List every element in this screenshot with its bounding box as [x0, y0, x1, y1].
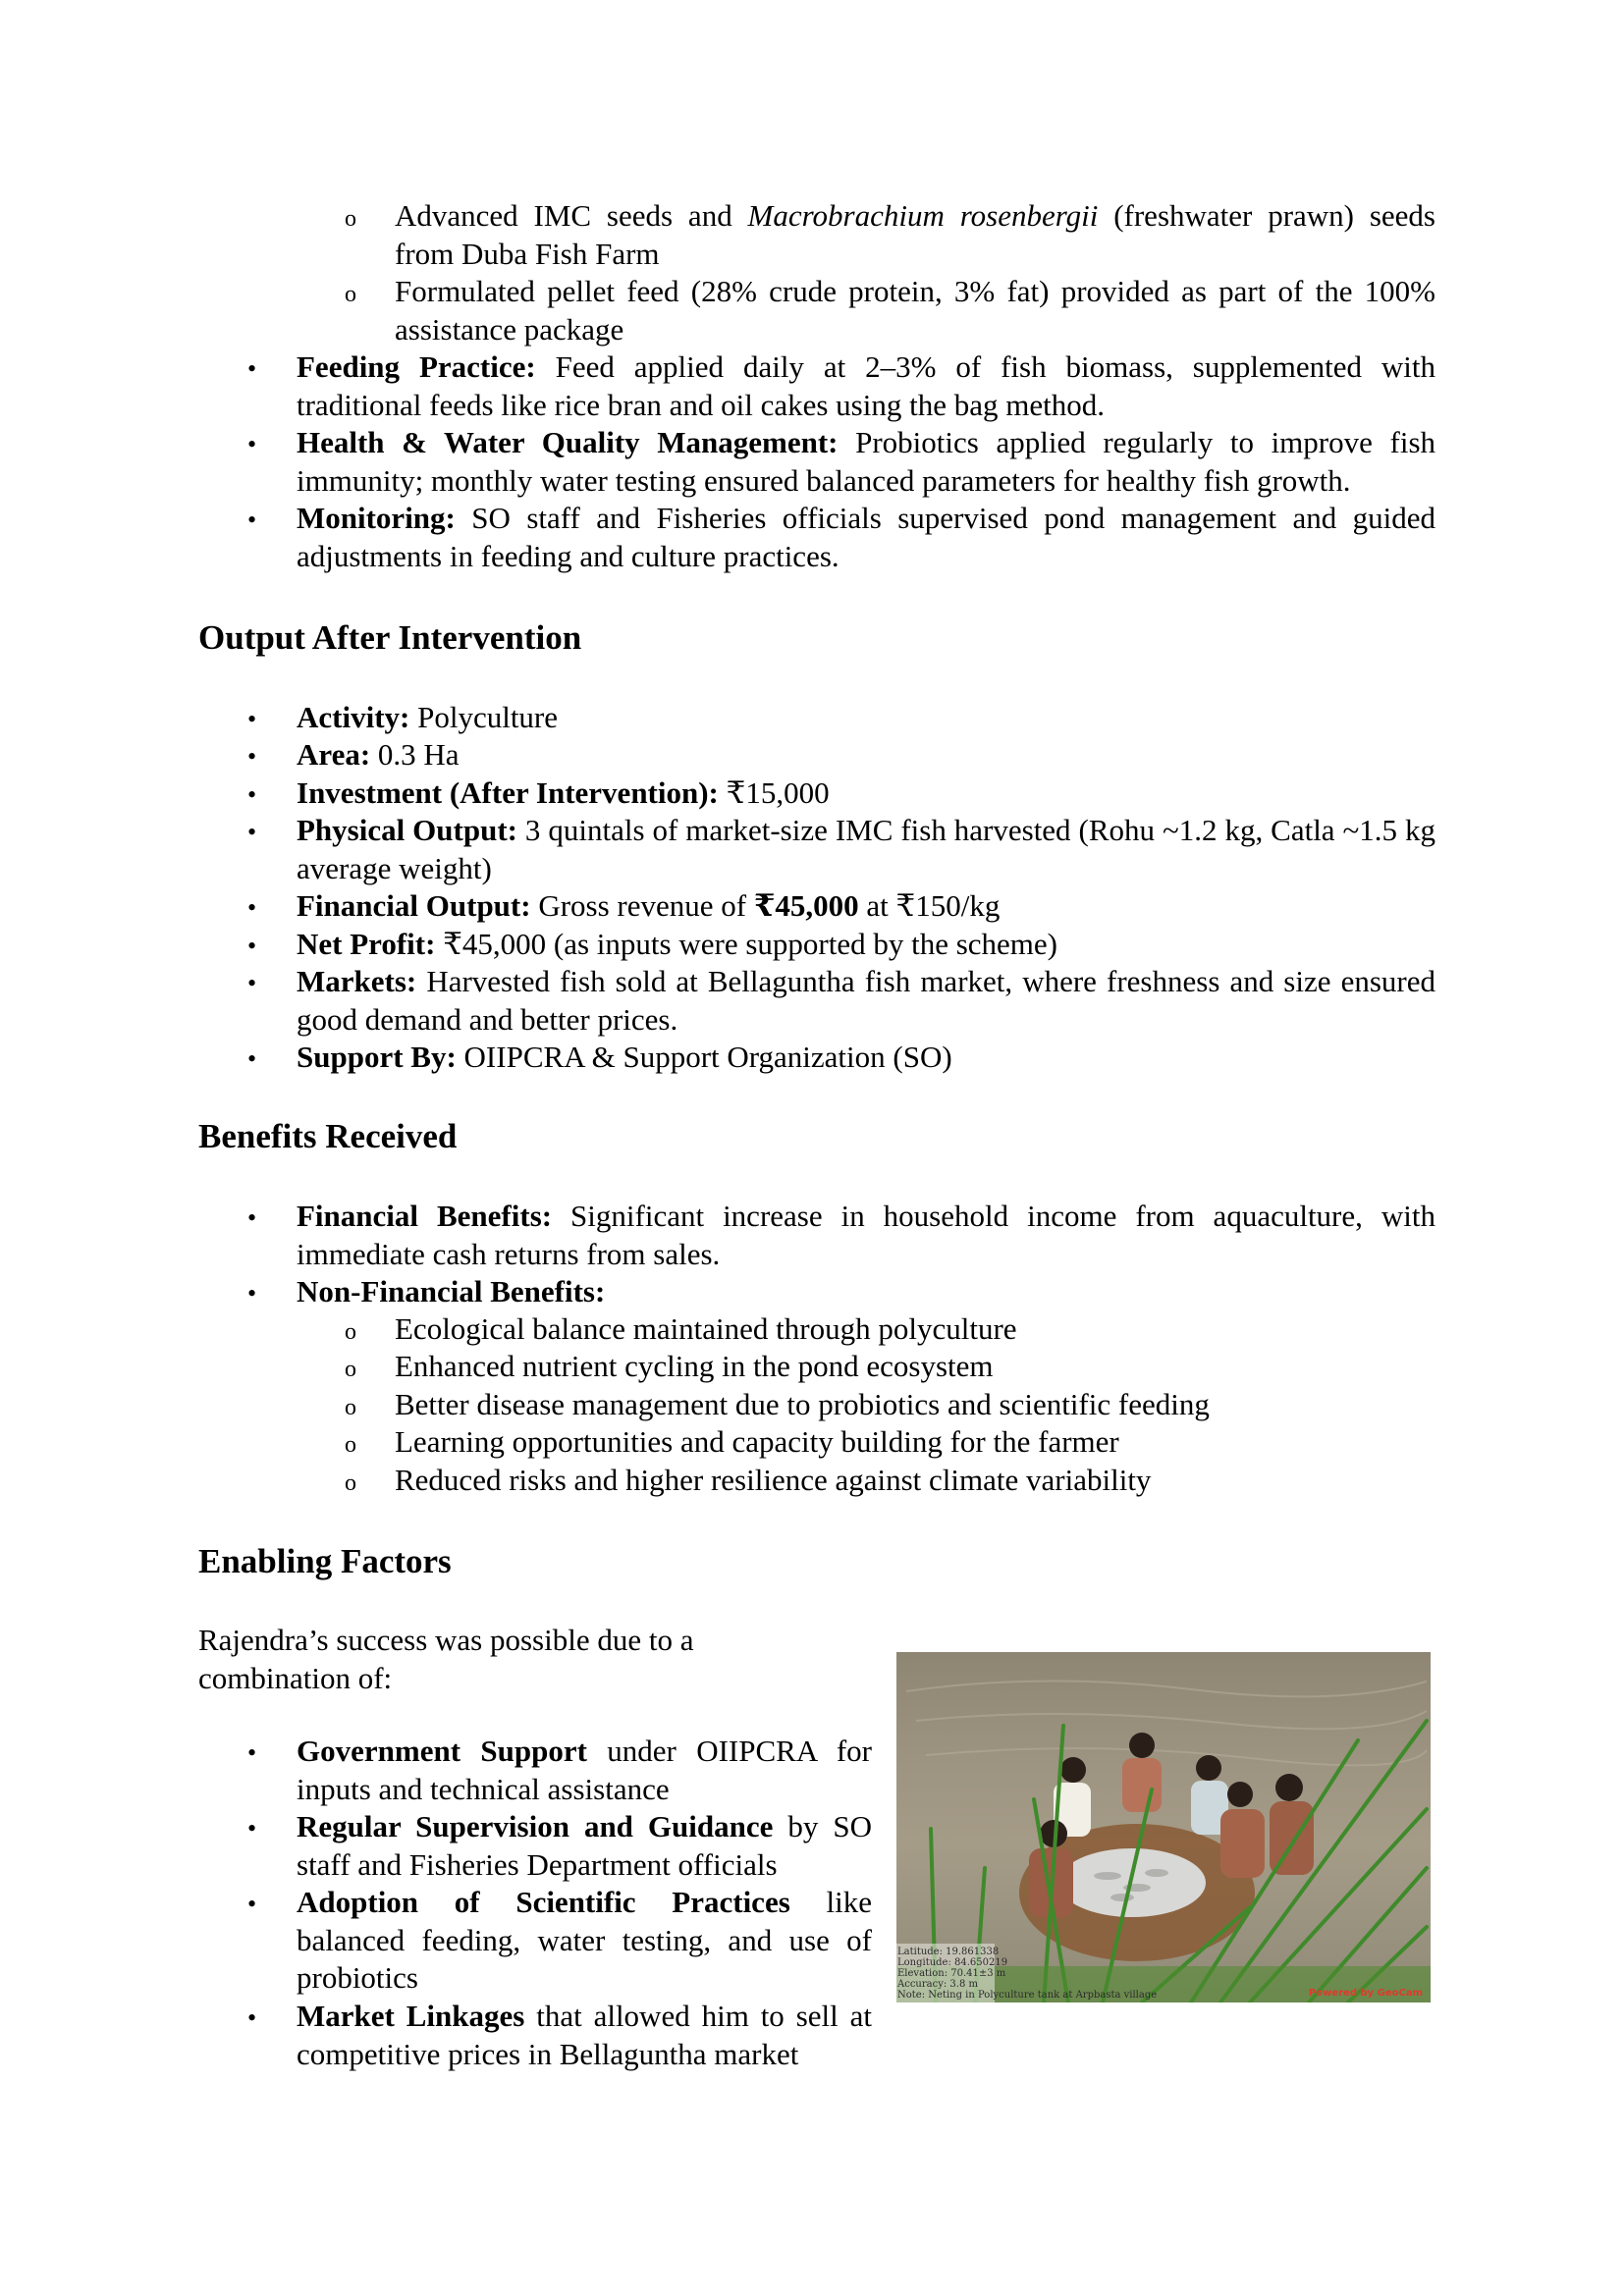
bullet: •	[247, 705, 257, 733]
fish-harvest-photo	[896, 1652, 1431, 2002]
bullet: •	[247, 893, 257, 922]
list-item: Better disease management due to probiotics and scientific feeding	[395, 1387, 1210, 1421]
list-item: Financial Benefits: Significant increase in household income from aquaculture, with immediate cash returns from sales.	[297, 1199, 1435, 1271]
list-item: Government Support under OIIPCRA for inputs and technical assistance	[297, 1734, 872, 1806]
list-item: Feeding Practice: Feed applied daily at 2–3% of fish biomass, supplemented with traditional feeds like rice bran and oil cakes using the bag method.	[297, 349, 1435, 422]
list-item: Ecological balance maintained through polyculture	[395, 1311, 1017, 1346]
list-item: Markets: Harvested fish sold at Bellaguntha fish market, where freshness and size ensured good demand and better prices.	[297, 964, 1435, 1037]
list-item: Investment (After Intervention): ₹15,000	[297, 775, 830, 810]
sub-bullet: o	[345, 282, 356, 307]
list-item: Non-Financial Benefits:	[297, 1274, 606, 1308]
sub-bullet: o	[345, 1395, 356, 1420]
bullet: •	[247, 969, 257, 997]
bullet: •	[247, 1279, 257, 1308]
bullet: •	[247, 932, 257, 960]
list-item: Learning opportunities and capacity building for the farmer	[395, 1424, 1119, 1459]
sub-bullet: o	[345, 1432, 356, 1458]
list-item: Enhanced nutrient cycling in the pond ecosystem	[395, 1349, 994, 1383]
sub-bullet: o	[345, 1357, 356, 1382]
bullet: •	[247, 1890, 257, 1918]
section-heading-benefits: Benefits Received	[198, 1117, 458, 1155]
list-item: Market Linkages that allowed him to sell at competitive prices in Bellaguntha market	[297, 1999, 872, 2071]
sub-bullet: o	[345, 1470, 356, 1496]
sub-bullet: o	[345, 1319, 356, 1345]
sub-bullet: o	[345, 206, 356, 232]
list-item: Adoption of Scientific Practices like balanced feeding, water testing, and use of probiotics	[297, 1885, 872, 1995]
bullet: •	[247, 1203, 257, 1232]
list-item: Advanced IMC seeds and Macrobrachium rosenbergii (freshwater prawn) seeds from Duba Fish Farm	[395, 198, 1435, 271]
bullet: •	[247, 1814, 257, 1842]
list-item: Area: 0.3 Ha	[297, 737, 460, 772]
section-heading-enabling: Enabling Factors	[198, 1542, 452, 1580]
watermark: Powered by GeoCam	[1308, 1988, 1423, 1999]
bullet: •	[247, 780, 257, 809]
list-item: Net Profit: ₹45,000 (as inputs were supported by the scheme)	[297, 927, 1057, 961]
enabling-intro: Rajendra’s success was possible due to a combination of:	[198, 1623, 694, 1695]
bullet: •	[247, 742, 257, 771]
geo-caption: Latitude: 19.861338 Longitude: 84.650219 Elevation: 70.41±3 m Accuracy: 3.8 m Note: Neting in Polyculture tank at Arpbasta village	[897, 1947, 1158, 2001]
list-item: Regular Supervision and Guidance by SO staff and Fisheries Department officials	[297, 1809, 872, 1882]
list-item: Support By: OIIPCRA & Support Organization (SO)	[297, 1040, 952, 1074]
bullet: •	[247, 818, 257, 846]
gross-revenue-value: ₹45,000	[753, 888, 859, 923]
section-heading-output: Output After Intervention	[198, 618, 582, 657]
bullet: •	[247, 506, 257, 534]
list-item: Reduced risks and higher resilience against climate variability	[395, 1463, 1152, 1497]
list-item: Activity: Polyculture	[297, 700, 559, 734]
list-item: Formulated pellet feed (28% crude protein, 3% fat) provided as part of the 100% assistance package	[395, 274, 1435, 347]
list-item: Financial Output: Gross revenue of ₹45,000 at ₹150/kg	[297, 888, 1001, 923]
list-item: Monitoring: SO staff and Fisheries officials supervised pond management and guided adjustments in feeding and culture practices.	[297, 501, 1435, 573]
bullet: •	[247, 1044, 257, 1073]
bullet: •	[247, 430, 257, 458]
list-item: Health & Water Quality Management: Probiotics applied regularly to improve fish immunity; monthly water testing ensured balanced parameters for healthy fish growth.	[297, 425, 1436, 498]
bullet: •	[247, 354, 257, 383]
species-name: Macrobrachium rosenbergii	[747, 198, 1099, 233]
bullet: •	[247, 1738, 257, 1767]
list-item: Physical Output: 3 quintals of market-size IMC fish harvested (Rohu ~1.2 kg, Catla ~1.5 kg average weight)	[297, 813, 1435, 885]
bullet: •	[247, 2003, 257, 2032]
